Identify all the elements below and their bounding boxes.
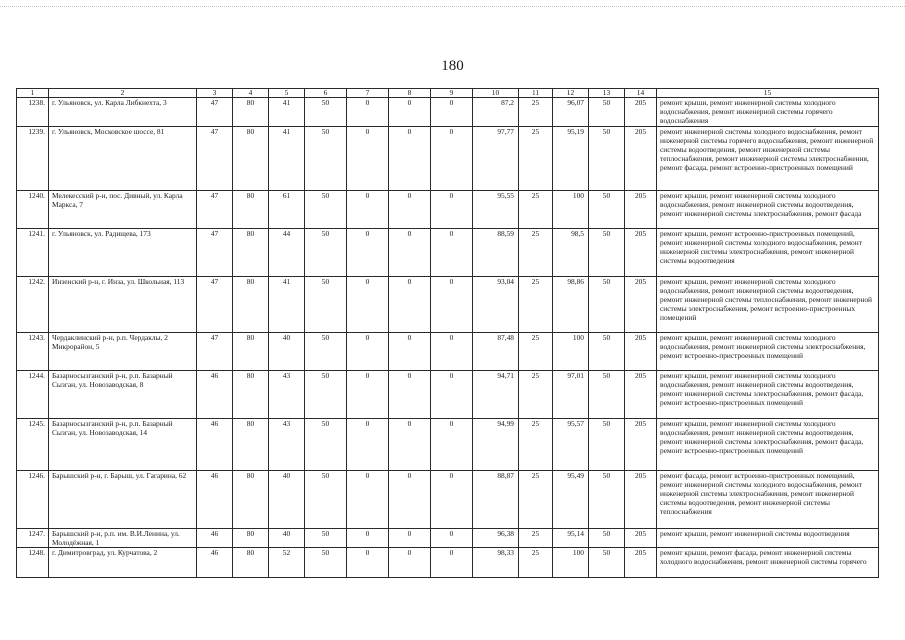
- col-9-value: 0: [431, 332, 473, 370]
- col-6-value: 50: [305, 332, 347, 370]
- col-4-value: 80: [233, 470, 269, 528]
- work-types: ремонт крыши, ремонт инженерной системы холодного водоснабжения, ремонт инженерной системы горячего водоснабжения: [657, 98, 879, 127]
- col-9-value: 0: [431, 528, 473, 547]
- col-4-value: 80: [233, 190, 269, 228]
- col-7-value: 0: [347, 98, 389, 127]
- address: Барышский р-н, г. Барыш, ул. Гагарина, 62: [49, 470, 197, 528]
- col-13-value: 50: [589, 276, 625, 332]
- col-9-value: 0: [431, 418, 473, 470]
- row-id: 1246.: [17, 470, 49, 528]
- work-types: ремонт крыши, ремонт инженерной системы холодного водоснабжения, ремонт инженерной системы водоотведения, ремонт инженерной системы электроснабжения, ремонт фасада, ремонт встроенно-пристроенных помещений: [657, 418, 879, 470]
- col-7-value: 0: [347, 126, 389, 190]
- col-14-value: 205: [625, 548, 657, 578]
- col-12-value: 95,49: [553, 470, 589, 528]
- address: г. Ульяновск, ул. Карла Либкнехта, 3: [49, 98, 197, 127]
- col-9-value: 0: [431, 190, 473, 228]
- col-8-value: 0: [389, 98, 431, 127]
- col-11-value: 25: [519, 276, 553, 332]
- address: г. Ульяновск, Московское шоссе, 81: [49, 126, 197, 190]
- column-header: 13: [589, 89, 625, 98]
- col-14-value: 205: [625, 276, 657, 332]
- row-id: 1241.: [17, 228, 49, 276]
- col-4-value: 80: [233, 98, 269, 127]
- table-row: [17, 126, 879, 190]
- col-10-value: 94,71: [473, 370, 519, 418]
- column-number-row: [17, 89, 879, 98]
- col-13-value: 50: [589, 370, 625, 418]
- col-14-value: 205: [625, 418, 657, 470]
- col-10-value: 88,59: [473, 228, 519, 276]
- address: Барышский р-н, р.п. им. В.И.Ленина, ул. Молодёжная, 1: [49, 528, 197, 547]
- col-8-value: 0: [389, 548, 431, 578]
- col-3-value: 47: [197, 276, 233, 332]
- col-4-value: 80: [233, 418, 269, 470]
- col-12-value: 100: [553, 332, 589, 370]
- col-3-value: 46: [197, 418, 233, 470]
- col-4-value: 80: [233, 370, 269, 418]
- col-3-value: 47: [197, 126, 233, 190]
- col-13-value: 50: [589, 332, 625, 370]
- col-10-value: 98,33: [473, 548, 519, 578]
- col-6-value: 50: [305, 190, 347, 228]
- col-8-value: 0: [389, 528, 431, 547]
- col-7-value: 0: [347, 470, 389, 528]
- work-types: ремонт крыши, ремонт встроенно-пристроенных помещений, ремонт инженерной системы холодного водоснабжения, ремонт инженерной системы электроснабжения, ремонт инженерной системы водоотведения: [657, 228, 879, 276]
- col-13-value: 50: [589, 126, 625, 190]
- table-row: [17, 528, 879, 547]
- col-11-value: 25: [519, 332, 553, 370]
- col-8-value: 0: [389, 276, 431, 332]
- row-id: 1238.: [17, 98, 49, 127]
- col-13-value: 50: [589, 190, 625, 228]
- col-6-value: 50: [305, 98, 347, 127]
- row-id: 1240.: [17, 190, 49, 228]
- table-row: [17, 228, 879, 276]
- col-5-value: 41: [269, 276, 305, 332]
- col-14-value: 205: [625, 228, 657, 276]
- col-10-value: 94,99: [473, 418, 519, 470]
- work-types: ремонт инженерной системы холодного водоснабжения, ремонт инженерной системы горячего водоснабжения, ремонт инженерной системы водоотведения, ремонт инженерной системы теплоснабжения, ремонт инженерной системы электроснабжения, ремонт фасада, ремонт встроенно-пристроенных помещений: [657, 126, 879, 190]
- col-11-value: 25: [519, 548, 553, 578]
- col-10-value: 87,2: [473, 98, 519, 127]
- col-7-value: 0: [347, 418, 389, 470]
- col-9-value: 0: [431, 548, 473, 578]
- col-5-value: 44: [269, 228, 305, 276]
- col-9-value: 0: [431, 228, 473, 276]
- column-header: 1: [17, 89, 49, 98]
- column-header: 3: [197, 89, 233, 98]
- col-3-value: 47: [197, 190, 233, 228]
- col-5-value: 52: [269, 548, 305, 578]
- col-9-value: 0: [431, 470, 473, 528]
- col-4-value: 80: [233, 126, 269, 190]
- col-12-value: 95,19: [553, 126, 589, 190]
- table-row: [17, 276, 879, 332]
- col-10-value: 95,55: [473, 190, 519, 228]
- col-3-value: 47: [197, 332, 233, 370]
- column-header: 11: [519, 89, 553, 98]
- address: г. Ульяновск, ул. Радищева, 173: [49, 228, 197, 276]
- col-3-value: 46: [197, 370, 233, 418]
- address: Инзенский р-н, г. Инза, ул. Школьная, 113: [49, 276, 197, 332]
- col-7-value: 0: [347, 332, 389, 370]
- col-7-value: 0: [347, 276, 389, 332]
- work-types: ремонт крыши, ремонт инженерной системы холодного водоснабжения, ремонт инженерной системы водоотведения, ремонт инженерной системы теплоснабжения, ремонт инженерной системы электроснабжения, ремонт встроенно-пристроенных помещений: [657, 276, 879, 332]
- col-12-value: 97,01: [553, 370, 589, 418]
- col-14-value: 205: [625, 470, 657, 528]
- table-row: [17, 98, 879, 127]
- col-13-value: 50: [589, 228, 625, 276]
- col-5-value: 41: [269, 98, 305, 127]
- table-row: [17, 418, 879, 470]
- col-7-value: 0: [347, 370, 389, 418]
- col-14-value: 205: [625, 126, 657, 190]
- column-header: 5: [269, 89, 305, 98]
- table-row: [17, 548, 879, 578]
- col-5-value: 40: [269, 332, 305, 370]
- col-11-value: 25: [519, 528, 553, 547]
- col-6-value: 50: [305, 228, 347, 276]
- col-13-value: 50: [589, 548, 625, 578]
- address: Мелекесский р-н, пос. Дивный, ул. Карла Маркса, 7: [49, 190, 197, 228]
- col-6-value: 50: [305, 276, 347, 332]
- col-9-value: 0: [431, 126, 473, 190]
- row-id: 1247.: [17, 528, 49, 547]
- col-13-value: 50: [589, 418, 625, 470]
- address: Базарносызганский р-н, р.п. Базарный Сызган, ул. Новозаводская, 8: [49, 370, 197, 418]
- col-4-value: 80: [233, 528, 269, 547]
- address: Чердаклинский р-н, р.п. Чердаклы, 2 Микрорайон, 5: [49, 332, 197, 370]
- col-12-value: 100: [553, 548, 589, 578]
- col-3-value: 47: [197, 228, 233, 276]
- column-header: 2: [49, 89, 197, 98]
- col-8-value: 0: [389, 370, 431, 418]
- col-14-value: 205: [625, 98, 657, 127]
- table-row: [17, 370, 879, 418]
- col-12-value: 95,57: [553, 418, 589, 470]
- col-14-value: 205: [625, 190, 657, 228]
- col-10-value: 96,38: [473, 528, 519, 547]
- col-9-value: 0: [431, 276, 473, 332]
- work-types: ремонт крыши, ремонт фасада, ремонт инженерной системы холодного водоснабжения, ремонт инженерной системы горячего: [657, 548, 879, 578]
- col-4-value: 80: [233, 332, 269, 370]
- col-6-value: 50: [305, 548, 347, 578]
- col-13-value: 50: [589, 98, 625, 127]
- row-id: 1243.: [17, 332, 49, 370]
- col-9-value: 0: [431, 370, 473, 418]
- col-6-value: 50: [305, 470, 347, 528]
- col-13-value: 50: [589, 470, 625, 528]
- col-12-value: 98,86: [553, 276, 589, 332]
- col-12-value: 98,5: [553, 228, 589, 276]
- row-id: 1239.: [17, 126, 49, 190]
- col-5-value: 40: [269, 470, 305, 528]
- column-header: 10: [473, 89, 519, 98]
- col-3-value: 46: [197, 470, 233, 528]
- row-id: 1242.: [17, 276, 49, 332]
- col-11-value: 25: [519, 126, 553, 190]
- column-header: 4: [233, 89, 269, 98]
- column-header: 12: [553, 89, 589, 98]
- col-14-value: 205: [625, 370, 657, 418]
- col-10-value: 87,48: [473, 332, 519, 370]
- column-header: 15: [657, 89, 879, 98]
- col-11-value: 25: [519, 370, 553, 418]
- col-6-value: 50: [305, 370, 347, 418]
- address: Базарносызганский р-н, р.п. Базарный Сызган, ул. Новозаводская, 14: [49, 418, 197, 470]
- table-row: [17, 190, 879, 228]
- col-3-value: 46: [197, 548, 233, 578]
- col-5-value: 61: [269, 190, 305, 228]
- column-header: 14: [625, 89, 657, 98]
- col-7-value: 0: [347, 548, 389, 578]
- col-13-value: 50: [589, 528, 625, 547]
- col-3-value: 46: [197, 528, 233, 547]
- col-5-value: 43: [269, 418, 305, 470]
- col-12-value: 96,07: [553, 98, 589, 127]
- col-4-value: 80: [233, 548, 269, 578]
- col-8-value: 0: [389, 332, 431, 370]
- work-types: ремонт крыши, ремонт инженерной системы холодного водоснабжения, ремонт инженерной системы водоотведения, ремонт инженерной системы электроснабжения, ремонт фасада, ремонт встроенно-пристроенных помещений: [657, 370, 879, 418]
- col-8-value: 0: [389, 418, 431, 470]
- col-7-value: 0: [347, 528, 389, 547]
- work-types: ремонт крыши, ремонт инженерной системы холодного водоснабжения, ремонт инженерной системы водоотведения, ремонт инженерной системы электроснабжения, ремонт фасада: [657, 190, 879, 228]
- col-4-value: 80: [233, 228, 269, 276]
- col-7-value: 0: [347, 228, 389, 276]
- column-header: 6: [305, 89, 347, 98]
- col-4-value: 80: [233, 276, 269, 332]
- col-8-value: 0: [389, 228, 431, 276]
- col-8-value: 0: [389, 126, 431, 190]
- row-id: 1244.: [17, 370, 49, 418]
- work-types: ремонт крыши, ремонт инженерной системы водоотведения: [657, 528, 879, 547]
- column-header: 7: [347, 89, 389, 98]
- work-types: ремонт крыши, ремонт инженерной системы холодного водоснабжения, ремонт инженерной системы электроснабжения, ремонт встроенно-пристроенных помещений: [657, 332, 879, 370]
- col-11-value: 25: [519, 190, 553, 228]
- work-types: ремонт фасада, ремонт встроенно-пристроенных помещений, ремонт инженерной системы холодного водоснабжения, ремонт инженерной системы электроснабжения, ремонт инженерной системы водоотведения, ремонт инженерной системы теплоснабжения: [657, 470, 879, 528]
- col-8-value: 0: [389, 470, 431, 528]
- table-row: [17, 332, 879, 370]
- col-7-value: 0: [347, 190, 389, 228]
- col-11-value: 25: [519, 418, 553, 470]
- col-14-value: 205: [625, 332, 657, 370]
- col-14-value: 205: [625, 528, 657, 547]
- col-11-value: 25: [519, 98, 553, 127]
- col-6-value: 50: [305, 528, 347, 547]
- col-8-value: 0: [389, 190, 431, 228]
- col-11-value: 25: [519, 228, 553, 276]
- col-9-value: 0: [431, 98, 473, 127]
- row-id: 1245.: [17, 418, 49, 470]
- row-id: 1248.: [17, 548, 49, 578]
- col-5-value: 40: [269, 528, 305, 547]
- col-10-value: 93,04: [473, 276, 519, 332]
- col-5-value: 41: [269, 126, 305, 190]
- col-10-value: 97,77: [473, 126, 519, 190]
- page-number: 180: [441, 58, 464, 74]
- column-header: 8: [389, 89, 431, 98]
- col-11-value: 25: [519, 470, 553, 528]
- table-row: [17, 470, 879, 528]
- col-12-value: 100: [553, 190, 589, 228]
- capital-repair-table: [16, 88, 879, 578]
- col-6-value: 50: [305, 418, 347, 470]
- scan-edge: [0, 6, 905, 8]
- col-12-value: 95,14: [553, 528, 589, 547]
- address: г. Димитровград, ул. Курчатова, 2: [49, 548, 197, 578]
- col-6-value: 50: [305, 126, 347, 190]
- col-3-value: 47: [197, 98, 233, 127]
- column-header: 9: [431, 89, 473, 98]
- col-5-value: 43: [269, 370, 305, 418]
- col-10-value: 88,87: [473, 470, 519, 528]
